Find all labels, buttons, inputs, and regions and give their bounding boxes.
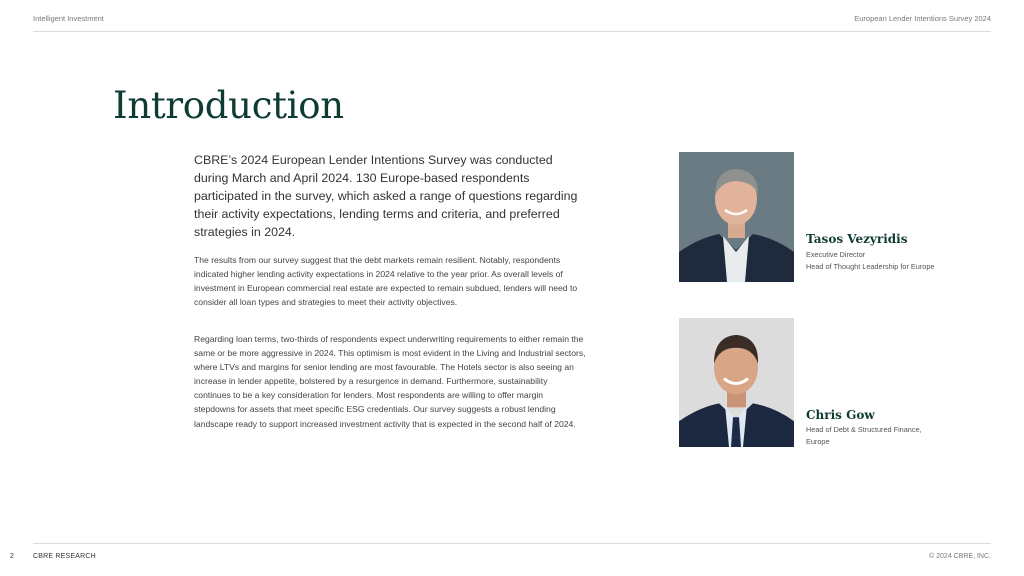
page-number: 2 xyxy=(10,553,14,560)
author-roles-2 xyxy=(806,424,936,447)
header-report-title: European Lender Intentions Survey 2024 xyxy=(854,14,991,23)
author-roles-1 xyxy=(806,249,936,272)
header-publication-label: Intelligent Investment xyxy=(33,14,104,23)
footer-brand: CBRE RESEARCH xyxy=(33,553,96,560)
footer-copyright: © 2024 CBRE, INC. xyxy=(929,553,991,560)
page-title: Introduction xyxy=(113,84,344,127)
author-photo-chris-gow xyxy=(679,318,794,447)
header-divider xyxy=(33,31,991,32)
author-photo-tasos-vezyridis xyxy=(679,152,794,282)
author-2-role-line: Head of Debt & Structured Finance, Europe xyxy=(806,425,922,446)
author-name-2: Chris Gow xyxy=(806,408,875,422)
author-1-role-line: Head of Thought Leadership for Europe xyxy=(806,261,935,271)
body-paragraph-2: Regarding loan terms, two-thirds of respondents expect underwriting requirements to either remain the same or be more aggressive in 2024. This optimism is most evident in the Living and Industrial sectors, where LTVs and margins for senior lending are most favourable. The Hotels sector is also seeing an increase in lender appetite, bolstered by a resurgence in demand. Furthermore, sustainability continues to be a key consideration for lenders. Most respondents are willing to offer margin stepdowns for assets that meet specific ESG credentials. Our survey suggests a robust lending landscape ready to support increased investment activity that is expected in the second half of 2024. xyxy=(194,334,586,429)
author-1-role-line: Executive Director xyxy=(806,250,866,259)
footer-divider xyxy=(33,543,991,544)
body-paragraph-1: The results from our survey suggest that the debt markets remain resilient. Notably, respondents indicated higher lending activity expectations in 2024 relative to the year prior. As overall levels of investment in European commercial real estate are expected to remain subdued, lenders will need to consider all loan types and strategies to meet their activity objectives. xyxy=(194,255,578,308)
author-name-1: Tasos Vezyridis xyxy=(806,232,908,246)
lead-paragraph: CBRE’s 2024 European Lender Intentions Survey was conducted during March and April 2024. 130 Europe-based respondents participated in the survey, which asked a range of questions regarding their activity expectations, lending terms and criteria, and preferred strategies in 2024. xyxy=(194,153,578,239)
